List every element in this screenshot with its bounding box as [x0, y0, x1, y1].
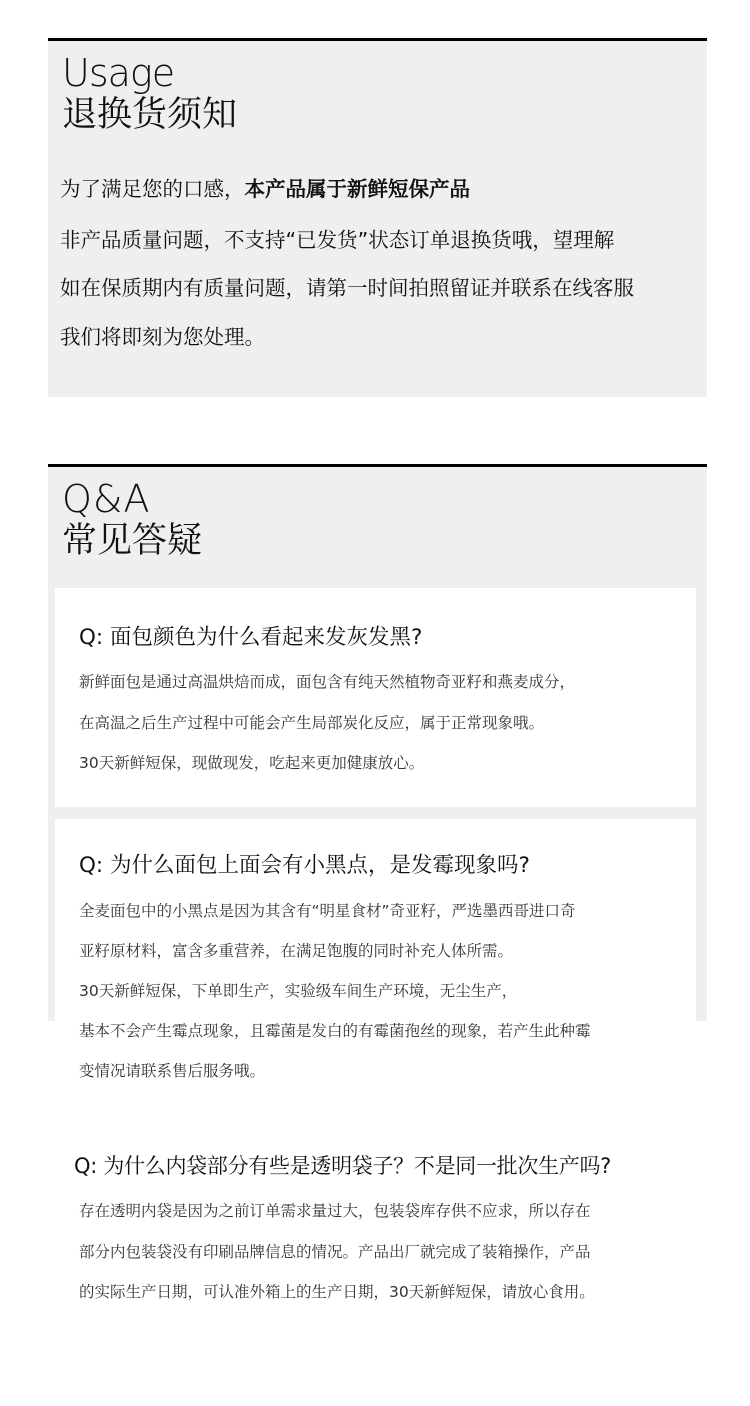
- qa-answer-2-line-5: 变情况请联系售后服务哦。: [79, 1062, 266, 1080]
- qa-answer-1-line-2: 在高温之后生产过程中可能会产生局部炭化反应，属于正常现象哦。: [79, 714, 545, 732]
- usage-title-zh: 退换货须知: [62, 95, 238, 135]
- usage-line-4: 我们将即刻为您处理。: [60, 325, 265, 349]
- qa-answer-3-line-2: 部分内包装袋没有印刷品牌信息的情况。产品出厂就完成了装箱操作，产品: [79, 1243, 591, 1261]
- usage-line-1-bold: 本产品属于新鲜短保产品: [244, 177, 470, 201]
- qa-answer-2-line-2: 亚籽原材料，富含多重营养，在满足饱腹的同时补充人体所需。: [79, 942, 514, 960]
- qa-answer-1-line-1: 新鲜面包是通过高温烘焙而成，面包含有纯天然植物奇亚籽和燕麦成分，: [79, 673, 576, 691]
- qa-answer-3-line-1: 存在透明内袋是因为之前订单需求量过大，包装袋库存供不应求，所以存在: [79, 1202, 591, 1220]
- qa-title-en: Q&A: [62, 477, 151, 521]
- qa-answer-2-line-1: 全麦面包中的小黑点是因为其含有“明星食材”奇亚籽，严选墨西哥进口奇: [79, 902, 576, 920]
- qa-answer-1-line-3: 30天新鲜短保，现做现发，吃起来更加健康放心。: [79, 754, 425, 772]
- qa-card-2: [55, 819, 696, 1112]
- qa-panel: [48, 464, 707, 1301]
- qa-answer-2-line-4: 基本不会产生霉点现象，且霉菌是发白的有霉菌孢丝的现象，若产生此种霉: [79, 1022, 591, 1040]
- qa-question-2: Q: 为什么面包上面会有小黑点，是发霉现象吗?: [79, 853, 530, 878]
- usage-title-en: Usage: [62, 51, 175, 95]
- qa-card-3: [55, 1124, 696, 1343]
- qa-answer-2-line-3: 30天新鲜短保，下单即生产，实验级车间生产环境，无尘生产，: [79, 982, 518, 1000]
- usage-panel: [48, 38, 707, 397]
- qa-question-1: Q: 面包颜色为什么看起来发灰发黑?: [79, 625, 423, 650]
- qa-answer-3-line-3: 的实际生产日期，可认准外箱上的生产日期，30天新鲜短保，请放心食用。: [79, 1283, 595, 1301]
- qa-question-3: Q: 为什么内袋部分有些是透明袋子？不是同一批次生产吗?: [74, 1154, 612, 1178]
- qa-card-1: [55, 588, 696, 807]
- qa-title-zh: 常见答疑: [62, 521, 203, 561]
- usage-line-1-plain: 为了满足您的口感，: [60, 177, 245, 201]
- usage-line-1: [60, 174, 470, 204]
- usage-line-3: 如在保质期内有质量问题，请第一时间拍照留证并联系在线客服: [60, 276, 634, 300]
- usage-line-2: 非产品质量问题，不支持“已发货”状态订单退换货哦，望理解: [60, 228, 615, 252]
